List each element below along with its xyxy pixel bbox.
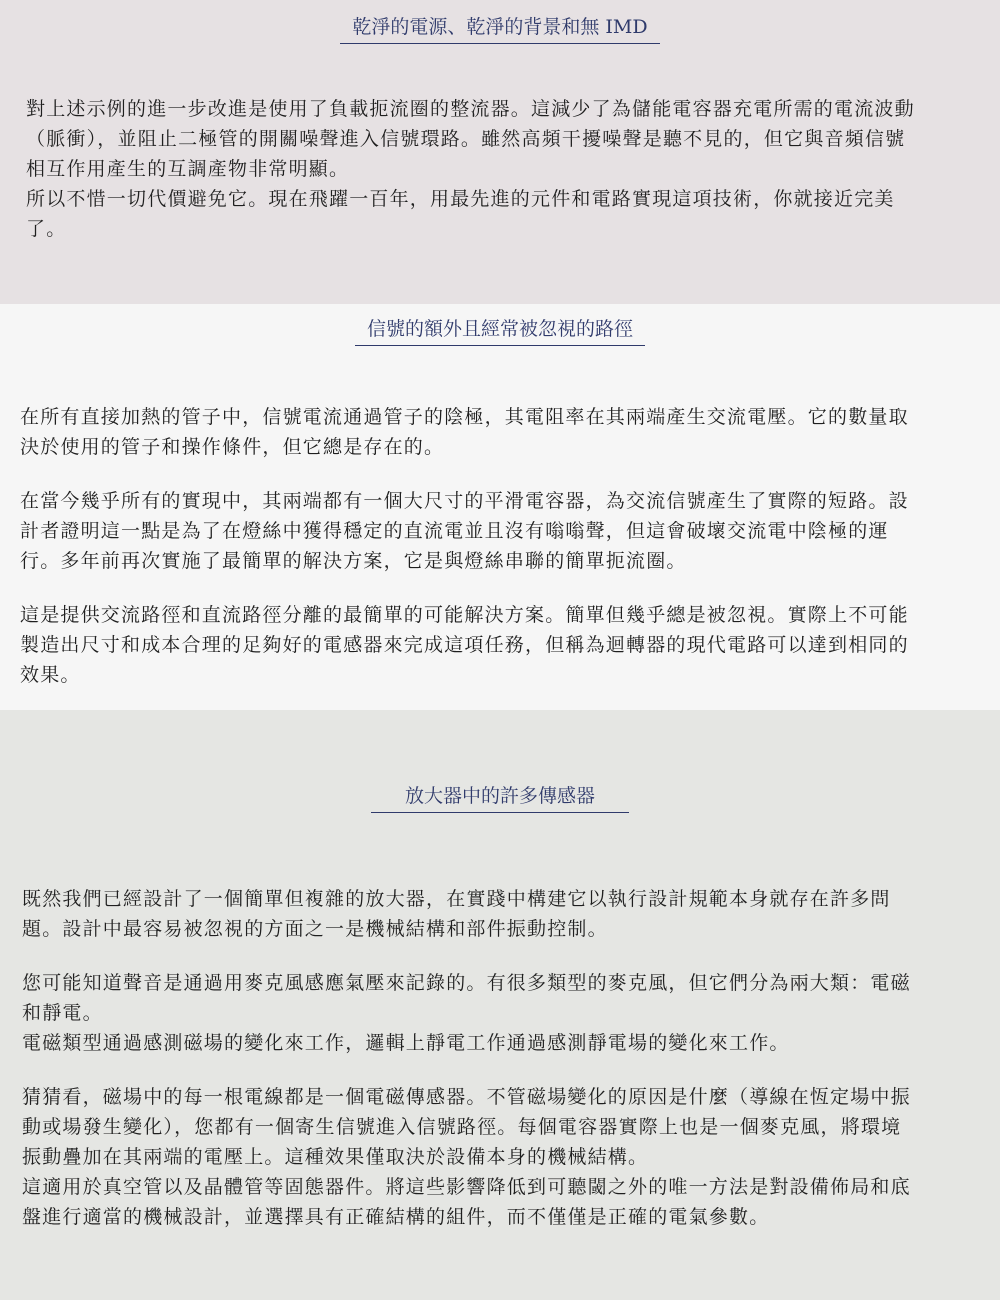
section-sensors	[0, 710, 1000, 1300]
paragraph: 猜猜看，磁場中的每一根電線都是一個電磁傳感器。不管磁場變化的原因是什麼（導線在恆定場中振 動或場發生變化），您都有一個寄生信號進入信號路徑。每個電容器實際上也是一個麥克風，將環境 振動疊加在其兩端的電壓上。這種效果僅取決於設備本身的機械結構。 這適用於真空管以及晶體管等固態器件。將這些影響降低到可聽閾之外的唯一方法是對設備佈局和底 盤進行適當的機械設計，並選擇具有正確結構的組件，而不僅僅是正確的電氣參數。	[22, 1086, 911, 1228]
paragraph: 您可能知道聲音是通過用麥克風感應氣壓來記錄的。有很多類型的麥克風，但它們分為兩大類：電磁 和靜電。 電磁類型通過感測磁場的變化來工作，邏輯上靜電工作通過感測靜電場的變化來工作。	[22, 972, 911, 1054]
paragraph: 既然我們已經設計了一個簡單但複雜的放大器，在實踐中構建它以執行設計規範本身就存在許多問 題。設計中最容易被忽視的方面之一是機械結構和部件振動控制。	[22, 888, 891, 940]
paragraph: 在當今幾乎所有的實現中，其兩端都有一個大尺寸的平滑電容器，為交流信號產生了實際的短路。設 計者證明這一點是為了在燈絲中獲得穩定的直流電並且沒有嗡嗡聲，但這會破壞交流電中陰極的運 行。多年前再次實施了最簡單的解決方案，它是與燈絲串聯的簡單扼流圈。	[20, 490, 909, 572]
paragraph: 在所有直接加熱的管子中，信號電流通過管子的陰極，其電阻率在其兩端產生交流電壓。它的數量取 決於使用的管子和操作條件，但它總是存在的。	[20, 406, 909, 458]
section-signal-path	[0, 304, 1000, 710]
section-title: 放大器中的許多傳感器	[371, 783, 629, 813]
section-heading-wrap	[0, 783, 1000, 813]
section-clean-power	[0, 0, 1000, 304]
section-heading-wrap	[0, 316, 1000, 346]
section-heading-wrap	[0, 14, 1000, 44]
section-title: 乾淨的電源、乾淨的背景和無 IMD	[340, 14, 659, 44]
paragraph: 對上述示例的進一步改進是使用了負載扼流圈的整流器。這減少了為儲能電容器充電所需的電流波動 （脈衝），並阻止二極管的開關噪聲進入信號環路。雖然高頻干擾噪聲是聽不見的，但它與音頻信號 相互作用產生的互調產物非常明顯。 所以不惜一切代價避免它。現在飛躍一百年，用最先進的元件和電路實現這項技術，你就接近完美 了。	[26, 98, 915, 240]
paragraph: 這是提供交流路徑和直流路徑分離的最簡單的可能解決方案。簡單但幾乎總是被忽視。實際上不可能 製造出尺寸和成本合理的足夠好的電感器來完成這項任務，但稱為迴轉器的現代電路可以達到相同的 效果。	[20, 604, 909, 686]
section-title: 信號的額外且經常被忽視的路徑	[355, 316, 645, 346]
